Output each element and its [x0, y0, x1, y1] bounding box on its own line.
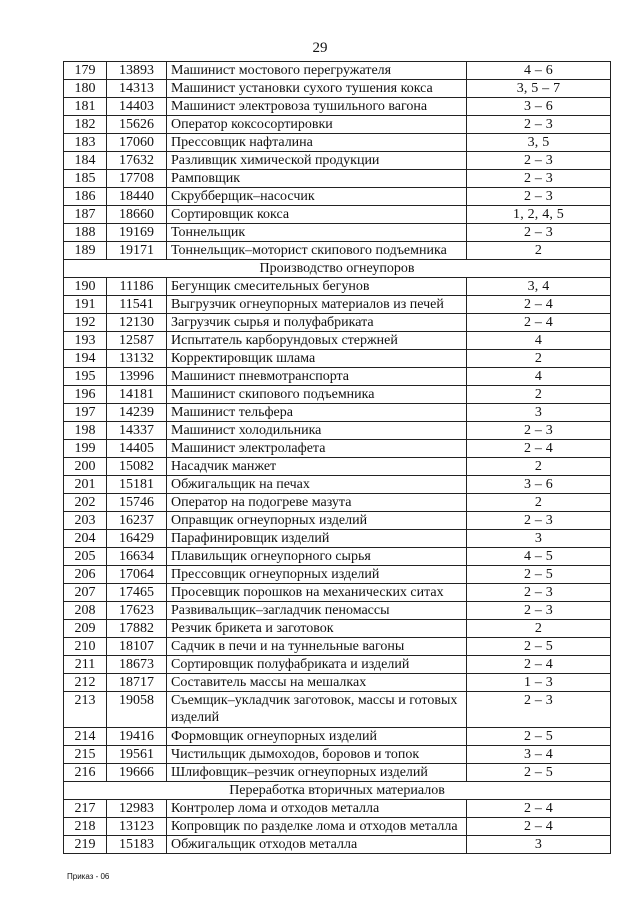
row-number: 199 — [64, 440, 107, 458]
profession-name: Съемщик–укладчик заготовок, массы и готовых изделий — [167, 692, 467, 728]
profession-name: Чистильщик дымоходов, боровов и топок — [167, 746, 467, 764]
grade-range: 2 – 4 — [467, 818, 611, 836]
profession-name: Обжигальщик на печах — [167, 476, 467, 494]
profession-code: 19058 — [107, 692, 167, 728]
grade-range: 3 — [467, 404, 611, 422]
grade-range: 2 — [467, 620, 611, 638]
row-number: 195 — [64, 368, 107, 386]
grade-range: 1 – 3 — [467, 674, 611, 692]
profession-name: Прессовщик огнеупорных изделий — [167, 566, 467, 584]
row-number: 182 — [64, 116, 107, 134]
table-row — [64, 836, 611, 854]
grade-range: 4 — [467, 368, 611, 386]
profession-code: 17064 — [107, 566, 167, 584]
grade-range: 2 – 3 — [467, 422, 611, 440]
profession-code: 15082 — [107, 458, 167, 476]
profession-code: 19666 — [107, 764, 167, 782]
profession-code: 14337 — [107, 422, 167, 440]
table-row — [64, 314, 611, 332]
grade-range: 3 — [467, 836, 611, 854]
profession-code: 14313 — [107, 80, 167, 98]
profession-name: Тоннельщик — [167, 224, 467, 242]
profession-name: Сортировщик кокса — [167, 206, 467, 224]
table-row — [64, 62, 611, 80]
profession-name: Испытатель карборундовых стержней — [167, 332, 467, 350]
profession-code: 15746 — [107, 494, 167, 512]
grade-range: 2 — [467, 242, 611, 260]
row-number: 196 — [64, 386, 107, 404]
grade-range: 2 – 4 — [467, 800, 611, 818]
row-number: 208 — [64, 602, 107, 620]
profession-code: 12983 — [107, 800, 167, 818]
profession-code: 12130 — [107, 314, 167, 332]
profession-code: 14181 — [107, 386, 167, 404]
table-row — [64, 116, 611, 134]
profession-name: Развивальщик–загладчик пеномассы — [167, 602, 467, 620]
row-number: 216 — [64, 764, 107, 782]
profession-code: 18440 — [107, 188, 167, 206]
row-number: 179 — [64, 62, 107, 80]
grade-range: 2 – 3 — [467, 188, 611, 206]
table-row — [64, 188, 611, 206]
row-number: 181 — [64, 98, 107, 116]
profession-name: Бегунщик смесительных бегунов — [167, 278, 467, 296]
table-row — [64, 332, 611, 350]
profession-code: 11186 — [107, 278, 167, 296]
table-row — [64, 584, 611, 602]
grade-range: 2 – 5 — [467, 764, 611, 782]
page-number: 29 — [312, 40, 328, 56]
section-header-row — [64, 260, 611, 278]
profession-code: 17632 — [107, 152, 167, 170]
profession-name: Корректировщик шлама — [167, 350, 467, 368]
row-number: 193 — [64, 332, 107, 350]
profession-name: Машинист тельфера — [167, 404, 467, 422]
grade-range: 2 – 5 — [467, 728, 611, 746]
table-row — [64, 458, 611, 476]
grade-range: 3, 4 — [467, 278, 611, 296]
profession-code: 16634 — [107, 548, 167, 566]
profession-name: Прессовщик нафталина — [167, 134, 467, 152]
profession-name: Машинист пневмотранспорта — [167, 368, 467, 386]
table-row — [64, 404, 611, 422]
row-number: 206 — [64, 566, 107, 584]
row-number: 198 — [64, 422, 107, 440]
row-number: 207 — [64, 584, 107, 602]
profession-code: 16429 — [107, 530, 167, 548]
grade-range: 2 — [467, 494, 611, 512]
grade-range: 3 — [467, 530, 611, 548]
profession-code: 19561 — [107, 746, 167, 764]
profession-code: 14405 — [107, 440, 167, 458]
profession-name: Плавильщик огнеупорного сырья — [167, 548, 467, 566]
table-row — [64, 224, 611, 242]
row-number: 211 — [64, 656, 107, 674]
table-row — [64, 98, 611, 116]
table-row — [64, 674, 611, 692]
grade-range: 2 – 3 — [467, 512, 611, 530]
grade-range: 3, 5 – 7 — [467, 80, 611, 98]
row-number: 192 — [64, 314, 107, 332]
table-row — [64, 764, 611, 782]
table-row — [64, 152, 611, 170]
row-number: 214 — [64, 728, 107, 746]
row-number: 218 — [64, 818, 107, 836]
row-number: 212 — [64, 674, 107, 692]
profession-code: 13132 — [107, 350, 167, 368]
row-number: 188 — [64, 224, 107, 242]
table-row — [64, 80, 611, 98]
profession-name: Копровщик по разделке лома и отходов металла — [167, 818, 467, 836]
profession-code: 13123 — [107, 818, 167, 836]
row-number: 189 — [64, 242, 107, 260]
profession-code: 19171 — [107, 242, 167, 260]
table-row — [64, 368, 611, 386]
profession-code: 11541 — [107, 296, 167, 314]
table-row — [64, 206, 611, 224]
row-number: 202 — [64, 494, 107, 512]
table-row — [64, 818, 611, 836]
grade-range: 3, 5 — [467, 134, 611, 152]
row-number: 217 — [64, 800, 107, 818]
grade-range: 2 – 3 — [467, 692, 611, 728]
table-row — [64, 296, 611, 314]
profession-name: Машинист электролафета — [167, 440, 467, 458]
profession-name: Просевщик порошков на механических ситах — [167, 584, 467, 602]
grade-range: 2 – 3 — [467, 584, 611, 602]
grade-range: 2 – 4 — [467, 656, 611, 674]
table-row — [64, 620, 611, 638]
grade-range: 2 – 5 — [467, 566, 611, 584]
grade-range: 2 – 4 — [467, 440, 611, 458]
grade-range: 2 – 3 — [467, 170, 611, 188]
row-number: 209 — [64, 620, 107, 638]
grade-range: 2 – 4 — [467, 296, 611, 314]
table-row — [64, 242, 611, 260]
table-row — [64, 278, 611, 296]
profession-code: 13996 — [107, 368, 167, 386]
table-row — [64, 548, 611, 566]
row-number: 200 — [64, 458, 107, 476]
profession-code: 14239 — [107, 404, 167, 422]
row-number: 219 — [64, 836, 107, 854]
row-number: 194 — [64, 350, 107, 368]
table-row — [64, 494, 611, 512]
row-number: 210 — [64, 638, 107, 656]
profession-code: 15626 — [107, 116, 167, 134]
profession-name: Составитель массы на мешалках — [167, 674, 467, 692]
profession-name: Оператор на подогреве мазута — [167, 494, 467, 512]
profession-code: 17060 — [107, 134, 167, 152]
table-row — [64, 638, 611, 656]
profession-name: Машинист установки сухого тушения кокса — [167, 80, 467, 98]
profession-name: Оператор коксосортировки — [167, 116, 467, 134]
table-row — [64, 440, 611, 458]
profession-name: Рамповщик — [167, 170, 467, 188]
grade-range: 4 — [467, 332, 611, 350]
row-number: 191 — [64, 296, 107, 314]
profession-code: 18717 — [107, 674, 167, 692]
row-number: 201 — [64, 476, 107, 494]
profession-name: Резчик брикета и заготовок — [167, 620, 467, 638]
profession-name: Машинист мостового перегружателя — [167, 62, 467, 80]
table-row — [64, 728, 611, 746]
profession-name: Машинист скипового подъемника — [167, 386, 467, 404]
profession-code: 17882 — [107, 620, 167, 638]
grade-range: 4 – 6 — [467, 62, 611, 80]
grade-range: 4 – 5 — [467, 548, 611, 566]
grade-range: 2 — [467, 458, 611, 476]
row-number: 185 — [64, 170, 107, 188]
table-row — [64, 170, 611, 188]
table-row — [64, 692, 611, 728]
section-title: Переработка вторичных материалов — [64, 782, 611, 800]
profession-name: Разливщик химической продукции — [167, 152, 467, 170]
table-row — [64, 530, 611, 548]
profession-code: 17708 — [107, 170, 167, 188]
grade-range: 1, 2, 4, 5 — [467, 206, 611, 224]
profession-code: 12587 — [107, 332, 167, 350]
row-number: 186 — [64, 188, 107, 206]
grade-range: 2 – 3 — [467, 116, 611, 134]
grade-range: 2 – 3 — [467, 602, 611, 620]
profession-name: Машинист электровоза тушильного вагона — [167, 98, 467, 116]
profession-name: Формовщик огнеупорных изделий — [167, 728, 467, 746]
profession-code: 14403 — [107, 98, 167, 116]
profession-code: 13893 — [107, 62, 167, 80]
row-number: 197 — [64, 404, 107, 422]
row-number: 184 — [64, 152, 107, 170]
row-number: 183 — [64, 134, 107, 152]
row-number: 205 — [64, 548, 107, 566]
table-row — [64, 350, 611, 368]
table-row — [64, 602, 611, 620]
profession-code: 15181 — [107, 476, 167, 494]
section-title: Производство огнеупоров — [64, 260, 611, 278]
profession-name: Обжигальщик отходов металла — [167, 836, 467, 854]
grade-range: 2 – 5 — [467, 638, 611, 656]
row-number: 204 — [64, 530, 107, 548]
grade-range: 3 – 4 — [467, 746, 611, 764]
profession-name: Машинист холодильника — [167, 422, 467, 440]
profession-name: Тоннельщик–моторист скипового подъемника — [167, 242, 467, 260]
section-header-row — [64, 782, 611, 800]
row-number: 190 — [64, 278, 107, 296]
profession-code: 19416 — [107, 728, 167, 746]
table-row — [64, 422, 611, 440]
row-number: 213 — [64, 692, 107, 728]
row-number: 215 — [64, 746, 107, 764]
table-row — [64, 800, 611, 818]
table-row — [64, 566, 611, 584]
profession-code: 16237 — [107, 512, 167, 530]
profession-name: Контролер лома и отходов металла — [167, 800, 467, 818]
profession-name: Насадчик манжет — [167, 458, 467, 476]
profession-name: Шлифовщик–резчик огнеупорных изделий — [167, 764, 467, 782]
grade-range: 2 – 4 — [467, 314, 611, 332]
footer-code: Приказ - 06 — [67, 872, 110, 881]
table-row — [64, 476, 611, 494]
profession-name: Парафинировщик изделий — [167, 530, 467, 548]
profession-name: Загрузчик сырья и полуфабриката — [167, 314, 467, 332]
table-row — [64, 656, 611, 674]
profession-name: Сортировщик полуфабриката и изделий — [167, 656, 467, 674]
grade-range: 2 – 3 — [467, 152, 611, 170]
profession-name: Скрубберщик–насосчик — [167, 188, 467, 206]
grade-range: 2 — [467, 350, 611, 368]
profession-name: Выгрузчик огнеупорных материалов из печей — [167, 296, 467, 314]
profession-code: 17465 — [107, 584, 167, 602]
row-number: 180 — [64, 80, 107, 98]
profession-code: 18107 — [107, 638, 167, 656]
profession-code: 17623 — [107, 602, 167, 620]
profession-name: Оправщик огнеупорных изделий — [167, 512, 467, 530]
profession-name: Садчик в печи и на туннельные вагоны — [167, 638, 467, 656]
table-row — [64, 512, 611, 530]
professions-table — [63, 61, 611, 854]
row-number: 203 — [64, 512, 107, 530]
table-row — [64, 134, 611, 152]
table-row — [64, 386, 611, 404]
grade-range: 2 – 3 — [467, 224, 611, 242]
profession-code: 18673 — [107, 656, 167, 674]
professions-table-body — [64, 62, 611, 854]
grade-range: 2 — [467, 386, 611, 404]
profession-code: 15183 — [107, 836, 167, 854]
profession-code: 18660 — [107, 206, 167, 224]
row-number: 187 — [64, 206, 107, 224]
grade-range: 3 – 6 — [467, 98, 611, 116]
grade-range: 3 – 6 — [467, 476, 611, 494]
profession-code: 19169 — [107, 224, 167, 242]
table-row — [64, 746, 611, 764]
